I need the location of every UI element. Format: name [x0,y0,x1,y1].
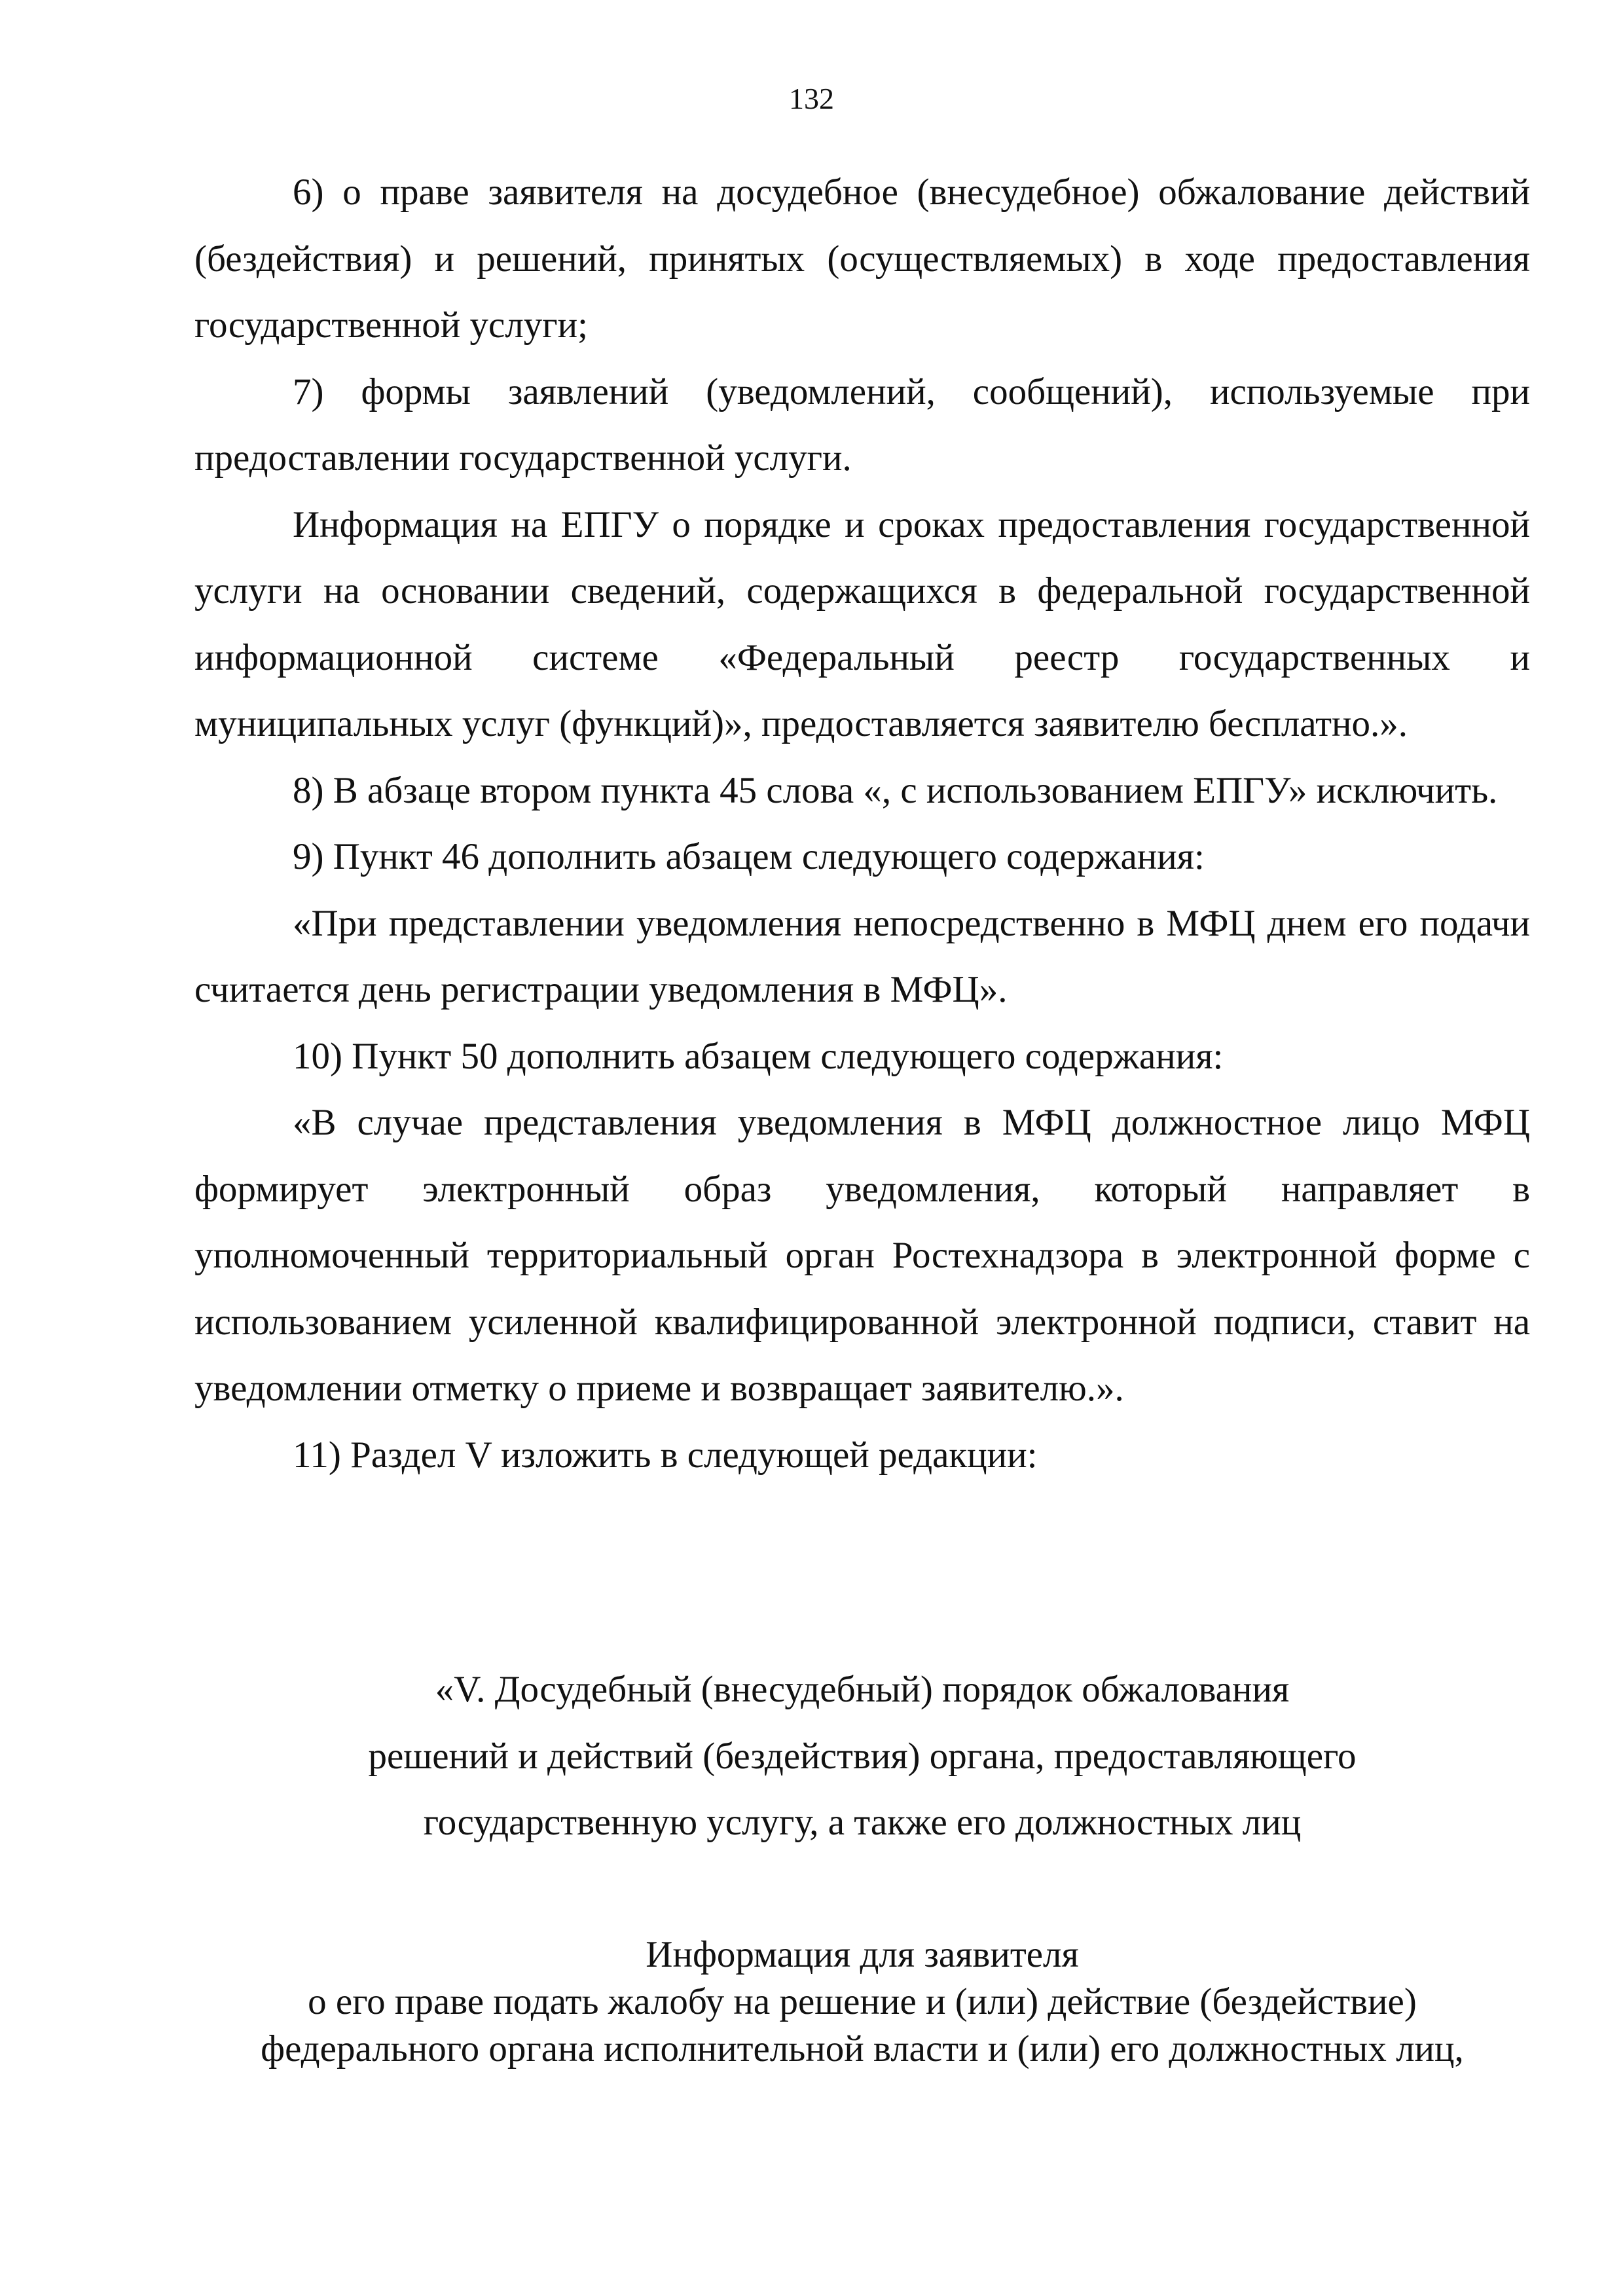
paragraph-item-9: 9) Пункт 46 дополнить абзацем следующего содержания: [293,836,1205,877]
paragraph-item-6: 6) о праве заявителя на досудебное (внесудебное) обжалование действий (бездействия) и решений, принятых (осуществляемых) в ходе предоставления государственной услуги; [194,172,1530,346]
paragraph-item-9-quote: «При представлении уведомления непосредственно в МФЦ днем его подачи считается день регистрации уведомления в МФЦ». [194,902,1530,1010]
paragraph-item-7: 7) формы заявлений (уведомлений, сообщений), используемые при предоставлении государственной услуги. [194,371,1530,479]
document-body [194,159,1530,1488]
info-heading-line: Информация для заявителя [646,1934,1079,1975]
section-heading-line: «V. Досудебный (внесудебный) порядок обжалования [435,1669,1290,1710]
paragraph-item-8: 8) В абзаце втором пункта 45 слова «, с использованием ЕПГУ» исключить. [293,769,1498,811]
info-heading [194,1931,1530,2073]
section-heading-line: государственную услугу, а также его должностных лиц [423,1802,1302,1843]
page-number: 132 [789,82,834,115]
paragraph-item-10: 10) Пункт 50 дополнить абзацем следующего содержания: [293,1035,1224,1077]
section-heading-line: решений и действий (бездействия) органа, предоставляющего [368,1735,1357,1777]
info-heading-line: о его праве подать жалобу на решение и (или) действие (бездействие) [308,1981,1417,2022]
paragraph-epgu-info: Информация на ЕПГУ о порядке и сроках предоставления государственной услуги на основании сведений, содержащихся в федеральной государственной информационной системе «Федеральный реестр государственных и муниципальных услуг (функций)», предоставляется заявителю бесплатно.». [194,503,1530,744]
section-v-heading [194,1656,1530,1856]
paragraph-item-10-quote: «В случае представления уведомления в МФЦ должностное лицо МФЦ формирует электронный образ уведомления, который направляет в уполномоченный территориальный орган Ростехнадзора в электронной форме с использованием усиленной квалифицированной электронной подписи, ставит на уведомлении отметку о приеме и возвращает заявителю.». [194,1102,1530,1409]
info-heading-line: федерального органа исполнительной власти и (или) его должностных лиц, [261,2028,1464,2069]
paragraph-item-11: 11) Раздел V изложить в следующей редакции: [293,1434,1038,1476]
